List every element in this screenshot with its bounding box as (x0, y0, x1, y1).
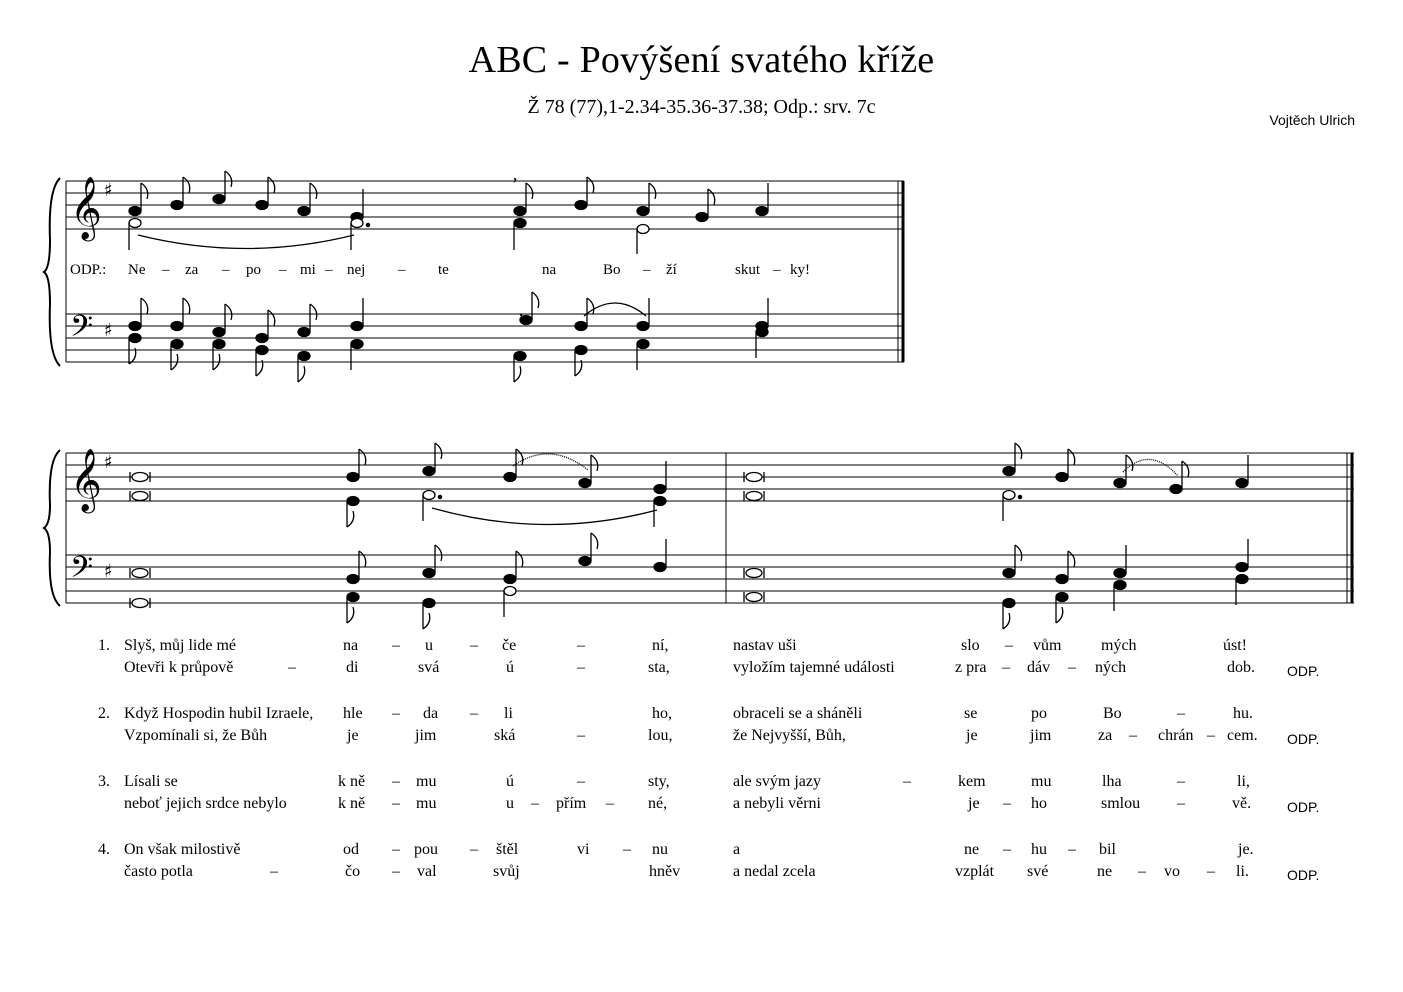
verse-syllable: slo (961, 637, 980, 654)
system-1-bass-notes (129, 292, 768, 382)
verse-hyphen: – (1003, 841, 1011, 858)
composer-name: Vojtěch Ulrich (1269, 112, 1355, 128)
verse-syllable: če (502, 637, 517, 654)
verse-syllable: ní, (652, 637, 669, 654)
verse-hyphen: – (392, 705, 400, 722)
verse-hyphen: – (1068, 841, 1076, 858)
verse-text: neboť jejich srdce nebylo (124, 795, 287, 812)
refrain-syllable: za (185, 262, 199, 278)
verse-text: Otevři k průpově (124, 659, 234, 676)
verse-syllable: lou, (648, 727, 673, 744)
verse-syllable: dáv (1027, 659, 1051, 676)
verse-syllable: chrán (1158, 727, 1194, 744)
verse-hyphen: – (470, 841, 478, 858)
verse-syllable: kem (958, 773, 986, 790)
verse-syllable: je. (1238, 841, 1254, 858)
refrain-hyphen: – (325, 262, 333, 278)
verse-syllable: po (1031, 705, 1047, 722)
refrain-marker: ODP. (1287, 867, 1320, 883)
verse-syllable: sty, (648, 773, 670, 790)
refrain-syllable: na (542, 262, 557, 278)
verse-hyphen: – (470, 705, 478, 722)
verse-hyphen: – (1068, 659, 1076, 676)
verse-syllable: mu (416, 773, 437, 790)
verse-syllable: jim (415, 727, 437, 744)
system-1-treble-notes (129, 171, 768, 254)
verse-hyphen: – (1207, 863, 1215, 880)
verse-hyphen: – (1138, 863, 1146, 880)
refrain-marker: ODP. (1287, 731, 1320, 747)
system-2-treble-staff (66, 453, 1354, 501)
verse-syllable: k ně (338, 795, 366, 812)
verse-hyphen: – (577, 637, 585, 654)
verse-text: Vzpomínali si, že Bůh (124, 727, 268, 744)
verse-syllable: li. (1236, 863, 1249, 880)
verse-hyphen: – (1177, 705, 1185, 722)
verse-syllable: svůj (493, 863, 520, 880)
bass-clef-icon: 𝄢 (70, 551, 94, 592)
verse-syllable: od (343, 841, 359, 858)
refrain-hyphen: – (773, 262, 781, 278)
verse-hyphen: – (577, 727, 585, 744)
verse-syllable: jim (1030, 727, 1052, 744)
verse-syllable: ú (506, 659, 514, 676)
verse-syllable: vi (577, 841, 590, 858)
verse-syllable: sta, (648, 659, 670, 676)
verse-number: 3. (98, 773, 110, 790)
verse-hyphen: – (270, 863, 278, 880)
system-2-bass-notes (130, 533, 1248, 629)
verse-text: Slyš, můj lide mé (124, 637, 236, 654)
verse-syllable: dob. (1227, 659, 1255, 676)
verse-syllable: vům (1033, 637, 1062, 654)
breve (744, 568, 764, 602)
refrain-hyphen: – (398, 262, 406, 278)
verse-number: 1. (98, 637, 110, 654)
verse-hyphen: – (1177, 773, 1185, 790)
verse-text: že Nejvyšší, Bůh, (733, 727, 846, 744)
verse-syllable: mých (1101, 637, 1137, 654)
verse-syllable: ných (1095, 659, 1127, 676)
refrain-syllable: skut (735, 262, 761, 278)
bass-clef-icon: 𝄢 (70, 310, 94, 351)
verse-text: Lísali se (124, 773, 178, 790)
refrain-hyphen: – (162, 262, 170, 278)
verse-syllable: Bo (1103, 705, 1122, 722)
verse-text: ale svým jazy (733, 773, 821, 790)
verse-syllable: je (968, 795, 980, 812)
verse-text: nastav uši (733, 637, 797, 654)
verse-syllable: mu (416, 795, 437, 812)
verse-syllable: val (417, 863, 437, 880)
verse-syllable: hu (1031, 841, 1047, 858)
verse-syllable: je (347, 727, 359, 744)
verse-text: Když Hospodin hubil Izraele, (124, 705, 314, 722)
treble-clef-icon: 𝄞 (70, 176, 102, 239)
verse-text: a nebyli věrni (733, 795, 821, 812)
refrain-hyphen: – (222, 262, 230, 278)
verse-syllable: da (423, 705, 439, 722)
verse-syllable: je (966, 727, 978, 744)
verse-hyphen: – (1003, 795, 1011, 812)
verse-syllable: a (733, 841, 741, 858)
verse-hyphen: – (623, 841, 631, 858)
verse-syllable: k ně (338, 773, 366, 790)
verse-syllable: nu (652, 841, 668, 858)
verse-syllable: di (346, 659, 359, 676)
refrain-syllable: ky! (790, 262, 810, 278)
verse-syllable: ská (494, 727, 516, 744)
verse-syllable: ú (506, 773, 514, 790)
verse-syllable: čo (345, 863, 361, 880)
verse-number: 2. (98, 705, 110, 722)
verse-syllable: li (504, 705, 513, 722)
verse-syllable: pou (414, 841, 438, 858)
verse-text: obraceli se a sháněli (733, 705, 863, 722)
verse-syllable: vo (1164, 863, 1180, 880)
refrain-hyphen: – (643, 262, 651, 278)
refrain-syllable: te (438, 262, 449, 278)
refrain-syllable: Ne (128, 262, 146, 278)
verse-syllable: úst! (1223, 637, 1247, 654)
refrain-syllable: nej (347, 262, 366, 278)
verse-syllable: cem. (1227, 727, 1258, 744)
verse-syllable: né, (648, 795, 668, 812)
verse-syllable: ho, (652, 705, 672, 722)
verse-hyphen: – (1129, 727, 1137, 744)
verse-syllable: z pra (955, 659, 987, 676)
verse-syllable: svá (418, 659, 440, 676)
breve (744, 472, 764, 501)
system-2-bass-staff (66, 555, 1354, 603)
breve (130, 472, 150, 501)
verse-hyphen: – (392, 637, 400, 654)
sharp-icon: ♯ (104, 180, 113, 201)
sharp-icon: ♯ (104, 320, 113, 341)
verse-hyphen: – (903, 773, 911, 790)
refrain-hyphen: – (279, 262, 287, 278)
verse-syllable: na (343, 637, 359, 654)
verse-syllable: hu. (1233, 705, 1253, 722)
verse-syllable: hle (343, 705, 363, 722)
verse-hyphen: – (288, 659, 296, 676)
verse-hyphen: – (392, 841, 400, 858)
refrain-syllable: po (246, 262, 261, 278)
verse-hyphen: – (577, 773, 585, 790)
breve (130, 568, 150, 608)
refrain-marker: ODP. (1287, 663, 1320, 679)
sharp-icon: ♯ (104, 561, 113, 582)
verse-hyphen: – (577, 659, 585, 676)
verse-syllable: li, (1237, 773, 1250, 790)
refrain-syllable: ží (666, 262, 677, 278)
verse-syllable: vzplát (955, 863, 995, 880)
verse-hyphen: – (392, 795, 400, 812)
refrain-label: ODP.: (70, 262, 107, 278)
verse-syllable: přím (556, 795, 587, 812)
breath-mark: ’ (512, 174, 518, 194)
verse-syllable: ho (1031, 795, 1047, 812)
verse-hyphen: – (392, 773, 400, 790)
verse-text: vyložím tajemné události (733, 659, 895, 676)
treble-clef-icon: 𝄞 (70, 448, 102, 511)
verse-hyphen: – (392, 863, 400, 880)
verse-syllable: lha (1102, 773, 1122, 790)
verse-text: často potla (124, 863, 193, 880)
breath-mark: ’ (518, 310, 524, 330)
verse-hyphen: – (1002, 659, 1010, 676)
verse-text: On však milostivě (124, 841, 241, 858)
verse-syllable: své (1027, 863, 1049, 880)
verse-hyphen: – (531, 795, 539, 812)
verse-hyphen: – (1207, 727, 1215, 744)
system-2-treble-notes (130, 443, 1248, 527)
verse-syllable: ne (1097, 863, 1113, 880)
psalm-reference: Ž 78 (77),1-2.34-35.36-37.38; Odp.: srv. 7c (527, 96, 876, 118)
verse-syllable: u (506, 795, 514, 812)
verse-hyphen: – (606, 795, 614, 812)
verse-syllable: štěl (496, 841, 519, 858)
verse-hyphen: – (1177, 795, 1185, 812)
system-1-bass-staff (66, 314, 904, 362)
verse-syllable: mu (1031, 773, 1052, 790)
verse-syllable: ne (964, 841, 980, 858)
verse-syllable: u (425, 637, 433, 654)
verse-number: 4. (98, 841, 110, 858)
system-1-treble-staff (66, 181, 904, 229)
refrain-syllable: mi (300, 262, 316, 278)
sharp-icon: ♯ (104, 452, 113, 473)
verse-syllable: smlou (1101, 795, 1141, 812)
verse-syllable: za (1098, 727, 1113, 744)
verse-text: a nedal zcela (733, 863, 816, 880)
refrain-syllable: Bo (603, 262, 621, 278)
page-title: ABC - Povýšení svatého kříže (468, 39, 935, 81)
verse-syllable: bil (1099, 841, 1116, 858)
verse-syllable: hněv (649, 863, 681, 880)
verse-syllable: se (964, 705, 978, 722)
refrain-marker: ODP. (1287, 799, 1320, 815)
verse-hyphen: – (470, 637, 478, 654)
verse-syllable: vě. (1232, 795, 1252, 812)
verse-hyphen: – (1005, 637, 1013, 654)
